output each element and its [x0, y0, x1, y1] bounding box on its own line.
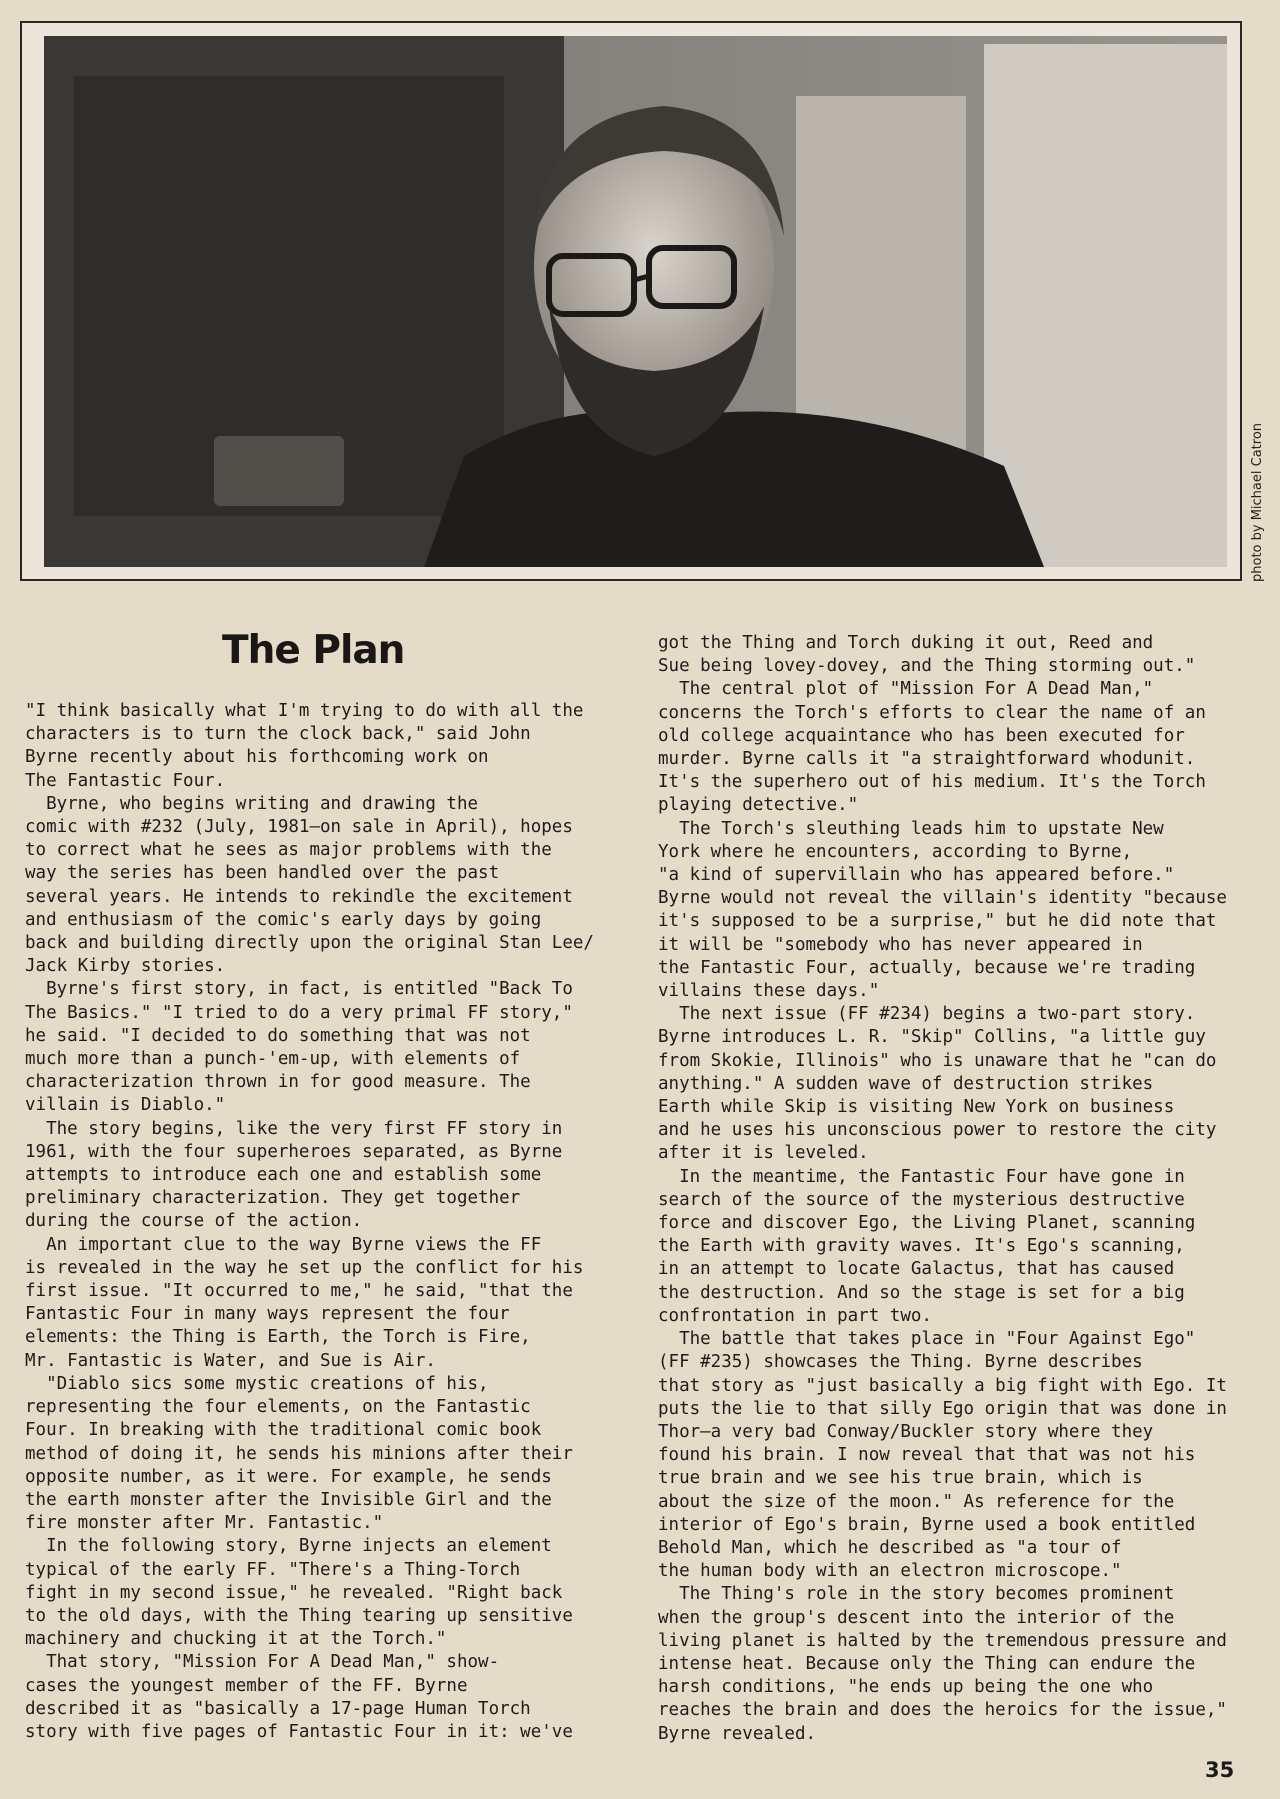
text-line: Byrne recently about his forthcoming work on [25, 747, 489, 768]
photo-frame [20, 21, 1242, 581]
text-line: elements: the Thing is Earth, the Torch is Fire, [25, 1327, 531, 1348]
text-line: It's the superhero out of his medium. It's the Torch [658, 772, 1206, 793]
author-photo [44, 36, 1227, 567]
text-line: fight in my second issue," he revealed. "Right back [25, 1582, 563, 1603]
text-line: The Torch's sleuthing leads him to upstate New [658, 818, 1164, 839]
text-line: got the Thing and Torch duking it out, Reed and [658, 633, 1154, 653]
text-line: (FF #235) showcases the Thing. Byrne describes [658, 1352, 1143, 1373]
text-line: found his brain. I now reveal that that was not his [658, 1445, 1196, 1466]
text-line: The story begins, like the very first FF story in [25, 1118, 563, 1139]
text-line: is revealed in the way he set up the conflict for his [25, 1257, 584, 1278]
text-line: playing detective." [658, 795, 859, 816]
text-line: Jack Kirby stories. [25, 956, 226, 977]
text-line: The Basics." "I tried to do a very primal FF story," [25, 1002, 573, 1023]
text-line: the human body with an electron microscope." [658, 1561, 1122, 1582]
text-line: characterization thrown in for good measure. The [25, 1072, 531, 1093]
text-line: and enthusiasm of the comic's early days by going [25, 909, 542, 930]
text-line: "Diablo sics some mystic creations of his, [25, 1373, 489, 1394]
text-line: much more than a punch-'em-up, with elements of [25, 1049, 521, 1070]
text-line: the earth monster after the Invisible Girl and the [25, 1489, 552, 1510]
text-line: interior of Ego's brain, Byrne used a book entitled [658, 1514, 1196, 1535]
text-line: villains these days." [658, 981, 880, 1002]
text-line: intense heat. Because only the Thing can endure the [658, 1653, 1196, 1674]
text-line: murder. Byrne calls it "a straightforward whodunit. [658, 749, 1196, 770]
text-line: representing the four elements, on the Fantastic [25, 1397, 531, 1418]
text-line: The Fantastic Four. [25, 770, 226, 791]
text-line: The battle that takes place in "Four Against Ego" [658, 1329, 1196, 1350]
text-line: An important clue to the way Byrne views the FF [25, 1234, 542, 1255]
text-line: described it as "basically a 17-page Human Torch [25, 1698, 531, 1719]
text-line: Byrne introduces L. R. "Skip" Collins, "a little guy [658, 1027, 1206, 1048]
text-line: concerns the Torch's efforts to clear the name of an [658, 702, 1206, 723]
text-line: to the old days, with the Thing tearing up sensitive [25, 1605, 573, 1626]
text-line: Thor—a very bad Conway/Buckler story where they [658, 1421, 1154, 1442]
text-line: back and building directly upon the original Stan Lee/ [25, 933, 594, 954]
text-line: force and discover Ego, the Living Planet, scanning [658, 1213, 1196, 1234]
text-line: that story as "just basically a big fight with Ego. It [658, 1375, 1227, 1396]
text-line: Sue being lovey-dovey, and the Thing storming out." [658, 656, 1196, 677]
text-line: story with five pages of Fantastic Four in it: we've [25, 1721, 573, 1742]
text-line: The Thing's role in the story becomes prominent [658, 1584, 1175, 1605]
text-line: confrontation in part two. [658, 1305, 932, 1326]
author-photo-drawing [44, 36, 1227, 567]
text-line: 1961, with the four superheroes separated, as Byrne [25, 1141, 563, 1162]
text-line: fire monster after Mr. Fantastic." [25, 1513, 384, 1534]
text-line: Byrne revealed. [658, 1723, 817, 1744]
text-line: old college acquaintance who has been executed for [658, 725, 1185, 746]
text-line: opposite number, as it were. For example, he sends [25, 1466, 552, 1487]
text-line: search of the source of the mysterious destructive [658, 1189, 1185, 1210]
text-line: about the size of the moon." As reference for the [658, 1491, 1175, 1512]
text-line: puts the lie to that silly Ego origin that was done in [658, 1398, 1227, 1419]
text-line: to correct what he sees as major problems with the [25, 840, 552, 861]
text-line: "I think basically what I'm trying to do with all the [25, 701, 584, 721]
text-line: typical of the early FF. "There's a Thing-Torch [25, 1559, 521, 1580]
text-line: Byrne would not reveal the villain's identity "because [658, 888, 1227, 909]
text-line: first issue. "It occurred to me," he said, "that the [25, 1281, 573, 1302]
text-line: Earth while Skip is visiting New York on business [658, 1097, 1175, 1118]
text-line: it's supposed to be a surprise," but he did note that [658, 911, 1217, 932]
text-line: characters is to turn the clock back," said John [25, 724, 531, 745]
text-line: Byrne, who begins writing and drawing the [25, 793, 479, 814]
text-line: cases the youngest member of the FF. Byrne [25, 1675, 468, 1696]
article-column-right [658, 632, 1227, 1746]
text-line: during the course of the action. [25, 1211, 363, 1232]
text-line: he said. "I decided to do something that was not [25, 1025, 531, 1046]
text-line: The next issue (FF #234) begins a two-part story. [658, 1004, 1196, 1025]
text-line: method of doing it, he sends his minions after their [25, 1443, 573, 1464]
article-title: The Plan [222, 628, 405, 673]
text-line: it will be "somebody who has never appeared in [658, 934, 1143, 955]
text-line: from Skokie, Illinois" who is unaware that he "can do [658, 1050, 1217, 1071]
text-line: In the meantime, the Fantastic Four have gone in [658, 1166, 1185, 1187]
text-line: way the series has been handled over the past [25, 863, 500, 884]
photo-credit: photo by Michael Catron [1250, 422, 1265, 582]
text-line: comic with #232 (July, 1981—on sale in April), hopes [25, 817, 573, 838]
text-line: Four. In breaking with the traditional comic book [25, 1420, 542, 1441]
article-column-left [25, 700, 594, 1744]
text-line: Behold Man, which he described as "a tour of [658, 1537, 1122, 1558]
text-line: in an attempt to locate Galactus, that has caused [658, 1259, 1175, 1280]
text-line: and he uses his unconscious power to restore the city [658, 1120, 1217, 1141]
text-line: preliminary characterization. They get together [25, 1188, 521, 1209]
text-line: the Earth with gravity waves. It's Ego's scanning, [658, 1236, 1185, 1257]
text-line: In the following story, Byrne injects an element [25, 1536, 552, 1557]
text-line: living planet is halted by the tremendous pressure and [658, 1630, 1227, 1651]
text-line: when the group's descent into the interior of the [658, 1607, 1175, 1628]
text-line: reaches the brain and does the heroics for the issue," [658, 1700, 1227, 1721]
text-line: "a kind of supervillain who has appeared before." [658, 865, 1175, 886]
text-line: attempts to introduce each one and establish some [25, 1165, 542, 1186]
text-line: That story, "Mission For A Dead Man," show- [25, 1652, 500, 1673]
text-line: anything." A sudden wave of destruction strikes [658, 1073, 1154, 1094]
text-line: The central plot of "Mission For A Dead Man," [658, 679, 1154, 700]
text-line: after it is leveled. [658, 1143, 869, 1164]
text-line: York where he encounters, according to Byrne, [658, 841, 1133, 862]
text-line: the destruction. And so the stage is set for a big [658, 1282, 1185, 1303]
text-line: the Fantastic Four, actually, because we're trading [658, 957, 1196, 978]
text-line: Byrne's first story, in fact, is entitled "Back To [25, 979, 573, 1000]
text-line: Mr. Fantastic is Water, and Sue is Air. [25, 1350, 436, 1371]
text-line: villain is Diablo." [25, 1095, 226, 1116]
text-line: machinery and chucking it at the Torch." [25, 1629, 447, 1650]
text-line: true brain and we see his true brain, which is [658, 1468, 1143, 1489]
page-number: 35 [1205, 1758, 1235, 1782]
text-line: Fantastic Four in many ways represent the four [25, 1304, 510, 1325]
text-line: several years. He intends to rekindle the excitement [25, 886, 573, 907]
text-line: harsh conditions, "he ends up being the one who [658, 1677, 1154, 1698]
